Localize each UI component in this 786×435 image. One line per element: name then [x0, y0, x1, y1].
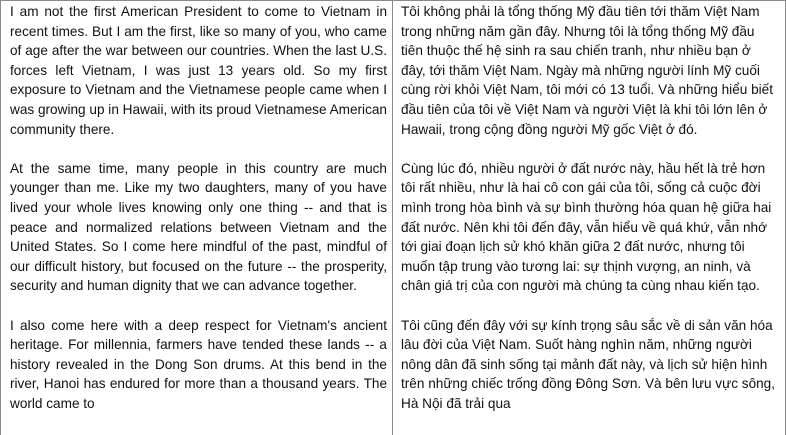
english-paragraph-3: I also come here with a deep respect for Vietnam's ancient heritage. For millennia, farmers have tended these lands -- a history revealed in the Dong Son drums. At this bend in the river, Hanoi has endured for more than a thousand years. The world came to — [10, 317, 387, 411]
vietnamese-paragraph-3: Tôi cũng đến đây với sự kính trọng sâu sắc về di sản văn hóa lâu đời của Việt Nam. Suốt hàng nghìn năm, những người nông dân đã sinh sống tại mảnh đất này, và lịch sử hiện hình trên những chiếc trống đồng Đông Sơn. Và bên lưu vực sông, Hà Nội đã trải qua — [401, 317, 776, 411]
english-paragraph-2: At the same time, many people in this country are much younger than me. Like my two daughters, many of you have lived your whole lives knowing only one thing -- and that is peace and normalized relations between Vietnam and the United States. So I come here mindful of the past, mindful of our difficult history, but focused on the future -- the prosperity, security and human dignity that we can advance together. — [10, 160, 387, 294]
vietnamese-column — [393, 1, 785, 435]
english-paragraph-1: I am not the first American President to come to Vietnam in recent times. But I am the first, like so many of you, who came of age after the war between our countries. When the last U.S. forces left Vietnam, I was just 13 years old. So my first exposure to Vietnam and the Vietnamese people came when I was growing up in Hawaii, with its proud Vietnamese American community there. — [10, 4, 387, 137]
english-column — [1, 1, 393, 435]
vietnamese-paragraph-2: Cùng lúc đó, nhiều người ở đất nước này, hầu hết là trẻ hơn tôi rất nhiều, như là hai cô con gái của tôi, sống cả cuộc đời mình trong hòa bình và sự bình thường hóa quan hệ giữa hai đất nước. Nên khi tôi đến đây, vẫn hiểu về quá khứ, vẫn nhớ tới giai đoạn lịch sử khó khăn giữa 2 đất nước, nhưng tôi muốn tập trung vào tương lai: sự thịnh vượng, an ninh, và chân giá trị của con người mà chúng ta cùng nhau kiến tạo. — [401, 160, 772, 294]
vietnamese-paragraph-1: Tôi không phải là tổng thống Mỹ đầu tiên tới thăm Việt Nam trong những năm gần đây. Nhưng tôi là tổng thống Mỹ đầu tiên thuộc thế hệ sinh ra sau chiến tranh, như nhiều bạn ở đây, tới thăm Việt Nam. Ngày mà những người lính Mỹ cuối cùng rời khỏi Việt Nam, tôi mới có 13 tuổi. Và những hiểu biết đầu tiên của tôi về Việt Nam và người Việt là khi tôi lớn lên ở Hawaii, trong cộng đồng người Mỹ gốc Việt ở đó. — [401, 4, 774, 137]
